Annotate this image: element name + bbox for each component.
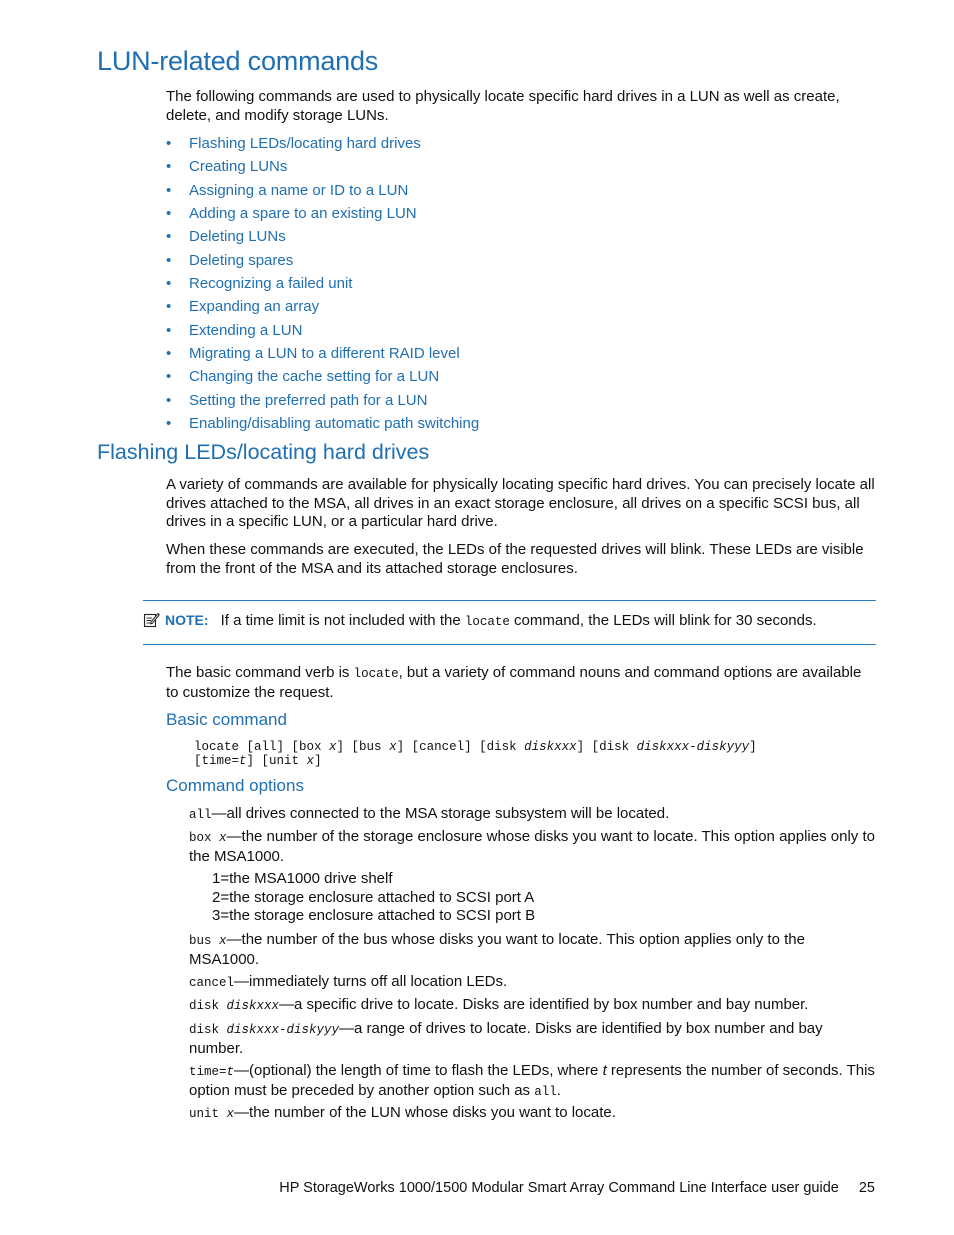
list-item: • Assigning a name or ID to a LUN xyxy=(166,181,409,199)
list-item: • Recognizing a failed unit xyxy=(166,275,353,293)
list-item: • Enabling/disabling automatic path switching xyxy=(166,415,480,433)
option-disk-range: disk diskxxx-diskyyy—a range of drives to locate. Disks are identified by box number and bay number. xyxy=(189,1020,823,1057)
note-box xyxy=(143,610,876,634)
note-pencil-icon xyxy=(143,611,160,634)
option-cancel: cancel—immediately turns off all location LEDs. xyxy=(189,973,508,990)
link-creating-luns[interactable]: Creating LUNs xyxy=(189,158,288,176)
page-footer xyxy=(0,1180,875,1196)
section-paragraph-2: When these commands are executed, the LEDs of the requested drives will blink. These LEDs are visible from the front of the MSA and its attached storage enclosures. xyxy=(166,541,864,577)
intro-paragraph: The following commands are used to physically locate specific hard drives in a LUN as well as create, delete, and modify storage LUNs. xyxy=(166,88,840,124)
option-time: time=t—(optional) the length of time to flash the LEDs, where t represents the number of seconds. This option must be preceded by another option such as all. xyxy=(189,1062,875,1099)
command-link-list xyxy=(166,132,479,435)
note-text: If a time limit is not included with the xyxy=(220,612,465,629)
note-code: locate xyxy=(464,615,510,629)
link-deleting-spares[interactable]: Deleting spares xyxy=(189,251,294,269)
footer-title: HP StorageWorks 1000/1500 Modular Smart Array Command Line Interface user guide xyxy=(279,1180,839,1196)
list-item: • Expanding an array xyxy=(166,298,320,316)
option-all: all—all drives connected to the MSA storage subsystem will be located. xyxy=(189,805,670,822)
list-item: • Changing the cache setting for a LUN xyxy=(166,368,440,386)
list-item: • Flashing LEDs/locating hard drives xyxy=(166,135,421,152)
verb-paragraph: The basic command verb is locate, but a variety of command nouns and command options are available to customize the request. xyxy=(166,664,862,701)
basic-command-heading: Basic command xyxy=(166,710,287,729)
box-value-1: 1=the MSA1000 drive shelf xyxy=(212,870,393,887)
link-preferred-path[interactable]: Setting the preferred path for a LUN xyxy=(189,391,428,409)
option-disk: disk diskxxx—a specific drive to locate. Disks are identified by box number and bay number. xyxy=(189,996,809,1013)
basic-command-code: locate [all] [box x] [bus x] [cancel] [disk diskxxx] [disk diskxxx-diskyyy] [time=t] [unit x] xyxy=(194,740,757,768)
list-item: • Deleting spares xyxy=(166,251,294,269)
link-migrating-lun[interactable]: Migrating a LUN to a different RAID level xyxy=(189,345,460,363)
note-text-end: command, the LEDs will blink for 30 seconds. xyxy=(509,612,817,629)
list-item: • Migrating a LUN to a different RAID level xyxy=(166,345,460,363)
page-number: 25 xyxy=(858,1180,875,1196)
option-unit: unit x—the number of the LUN whose disks you want to locate. xyxy=(189,1104,616,1121)
link-adding-spare[interactable]: Adding a spare to an existing LUN xyxy=(189,205,417,223)
section-paragraph-1: A variety of commands are available for physically locating specific hard drives. You can precisely locate all drives attached to the MSA, all drives in an exact storage enclosure, all drives on a specific SCSI bus, all drives in a specific LUN, or a particular hard drive. xyxy=(166,476,875,530)
list-item: • Deleting LUNs xyxy=(166,228,286,246)
link-deleting-luns[interactable]: Deleting LUNs xyxy=(189,228,286,246)
page-title: LUN-related commands xyxy=(97,46,379,76)
box-value-2: 2=the storage enclosure attached to SCSI port A xyxy=(212,889,535,906)
list-item: • Extending a LUN xyxy=(166,321,303,339)
note-top-rule xyxy=(143,600,876,601)
note-bottom-rule xyxy=(143,644,876,645)
option-box: box x—the number of the storage enclosure whose disks you want to locate. This option applies only to the MSA1000. xyxy=(189,828,875,865)
section-heading: Flashing LEDs/locating hard drives xyxy=(97,440,430,464)
command-options-heading: Command options xyxy=(166,776,304,795)
box-value-3: 3=the storage enclosure attached to SCSI port B xyxy=(212,907,536,924)
link-extending-lun[interactable]: Extending a LUN xyxy=(189,321,303,339)
list-item: • Adding a spare to an existing LUN xyxy=(166,205,417,223)
link-recognizing-failed-unit[interactable]: Recognizing a failed unit xyxy=(189,275,353,293)
list-item: • Setting the preferred path for a LUN xyxy=(166,391,428,409)
note-label: NOTE: xyxy=(165,612,209,628)
link-path-switching[interactable]: Enabling/disabling automatic path switching xyxy=(189,415,480,433)
option-bus: bus x—the number of the bus whose disks you want to locate. This option applies only to the MSA1000. xyxy=(189,931,805,968)
list-item: • Creating LUNs xyxy=(166,158,288,176)
link-flashing-leds[interactable]: Flashing LEDs/locating hard drives xyxy=(189,135,421,152)
verb-code: locate xyxy=(353,667,399,681)
link-expanding-array[interactable]: Expanding an array xyxy=(189,298,320,316)
link-assigning-name[interactable]: Assigning a name or ID to a LUN xyxy=(189,181,409,199)
link-changing-cache[interactable]: Changing the cache setting for a LUN xyxy=(189,368,440,386)
